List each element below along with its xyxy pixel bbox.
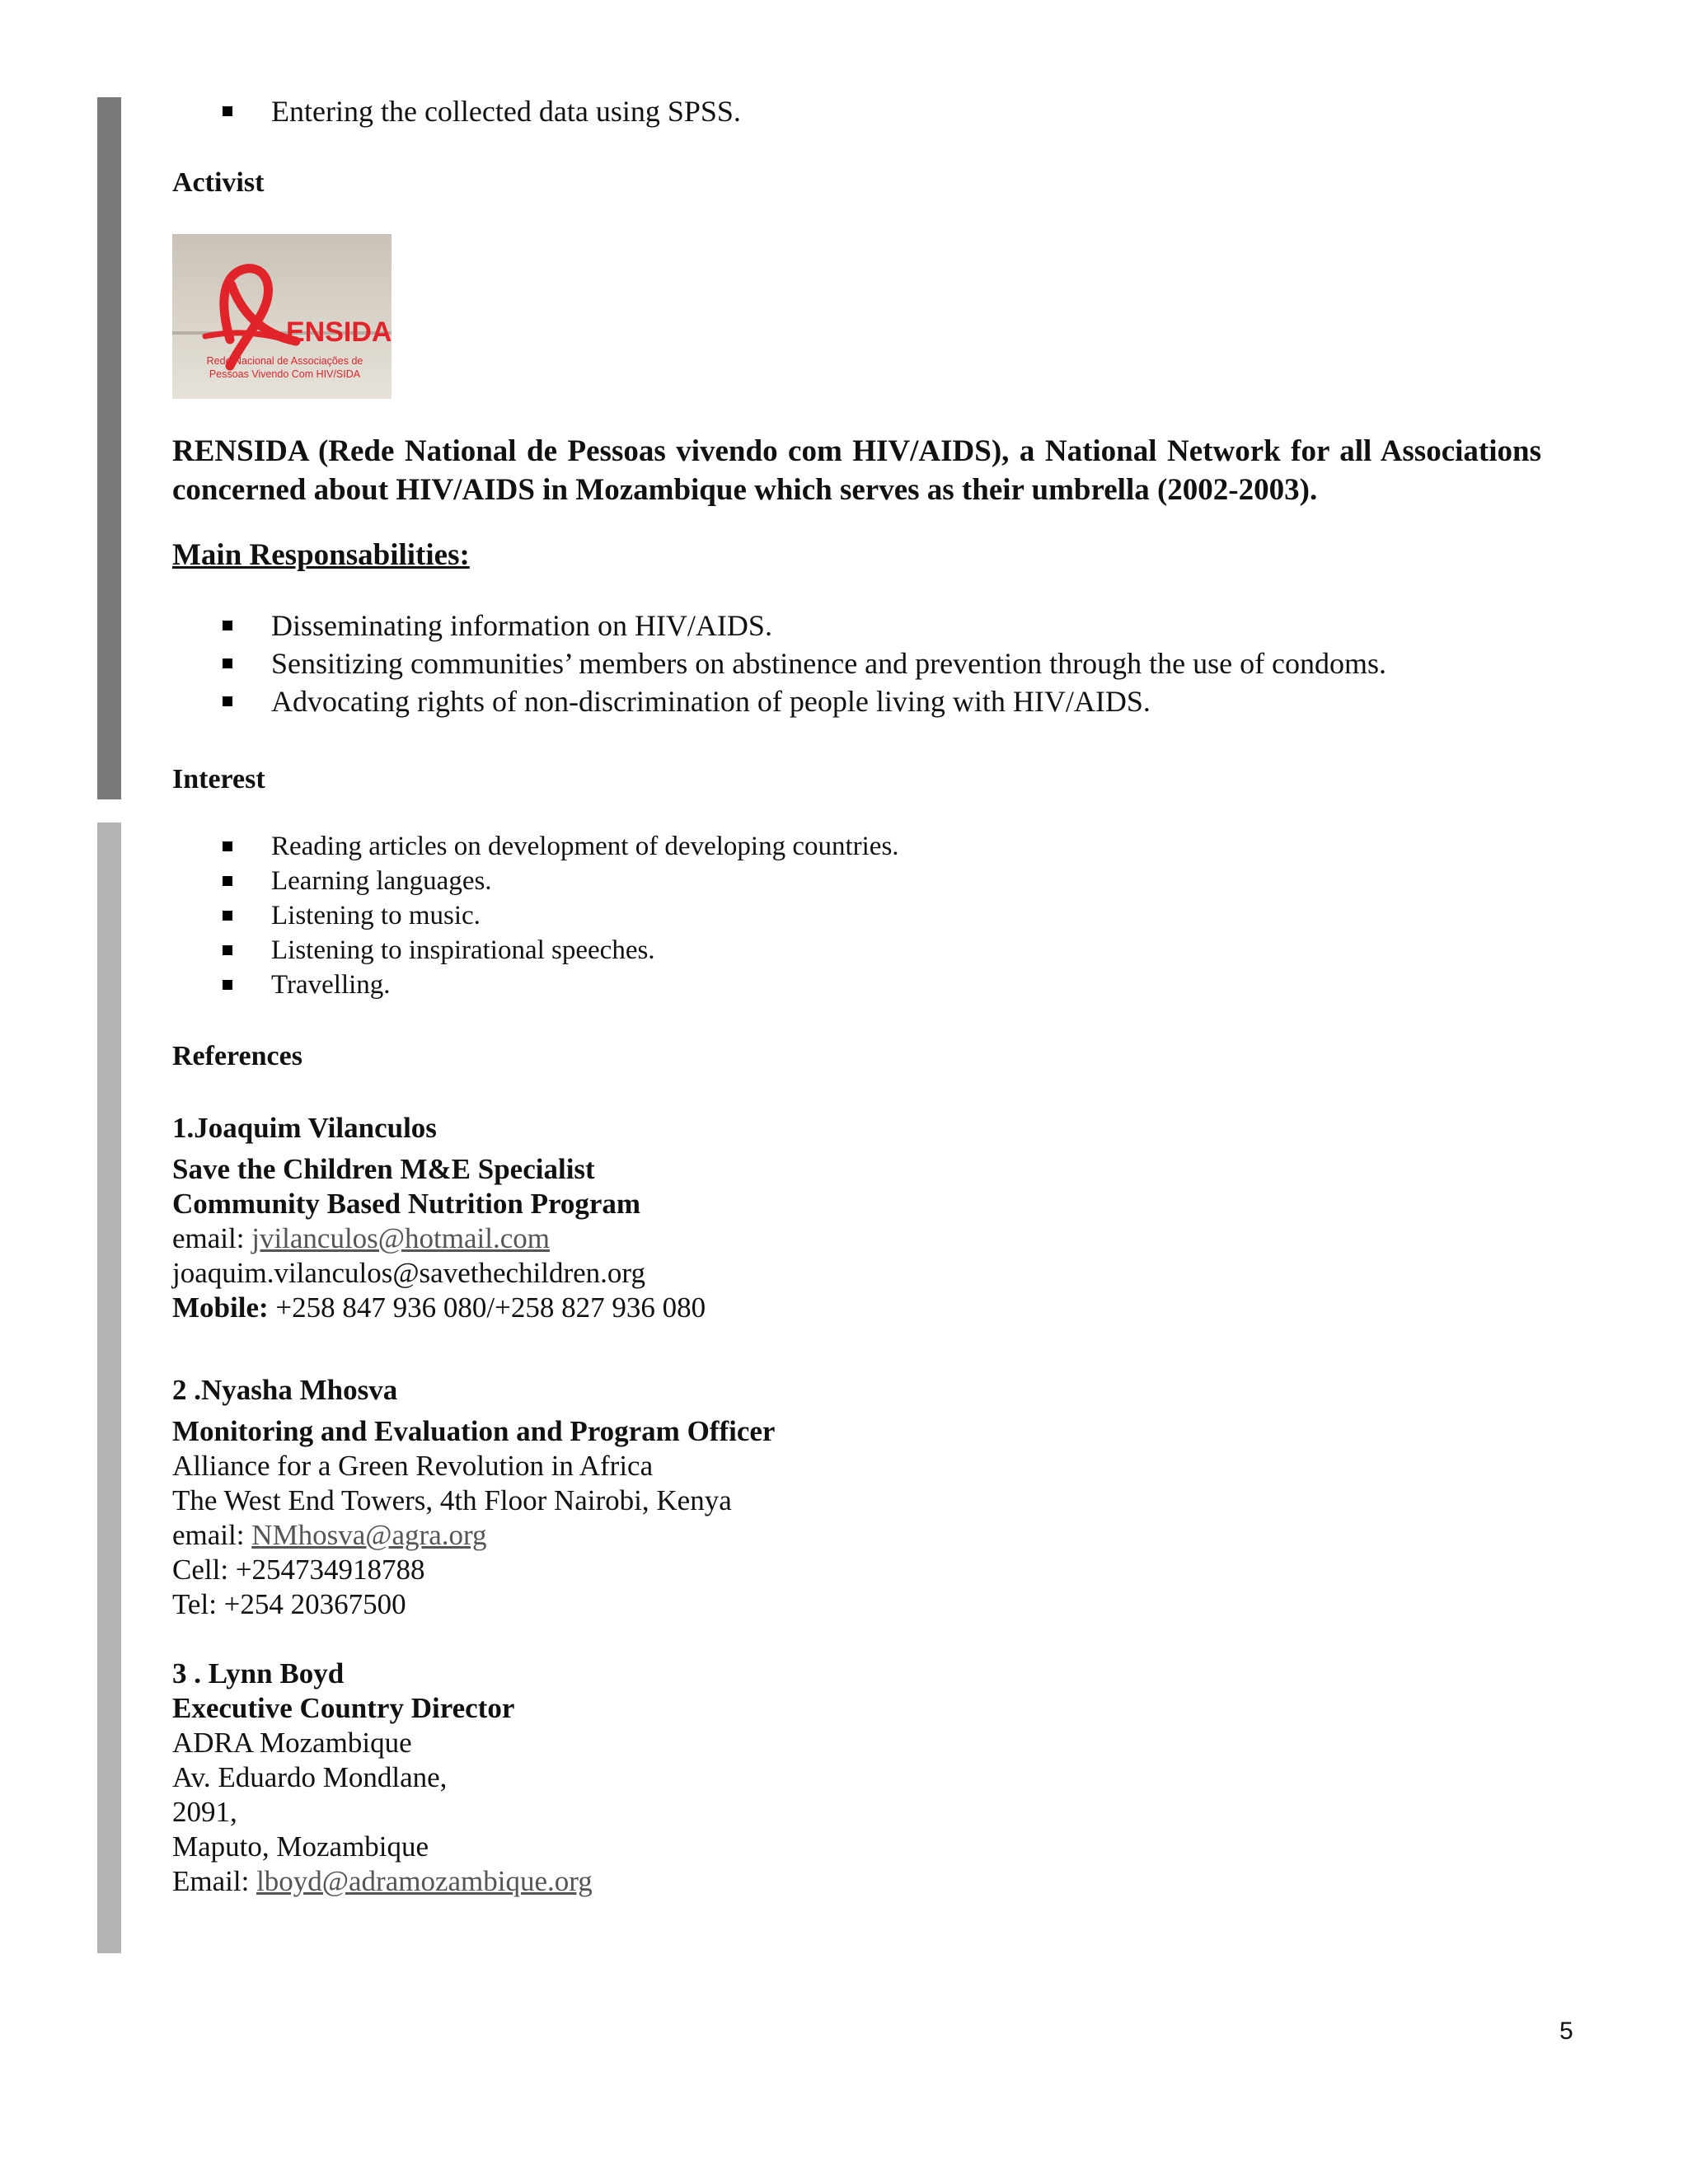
responsibilities-list — [172, 607, 1541, 720]
list-item: Sensitizing communities’ members on abstinence and prevention through the use of condoms. — [172, 644, 1541, 682]
list-item: Advocating rights of non-discrimination of people living with HIV/AIDS. — [172, 682, 1541, 720]
email-label: Email: — [172, 1865, 250, 1897]
interest-list — [172, 829, 1541, 1002]
logo-word: ENSIDA — [286, 316, 392, 348]
top-bullet-list — [172, 92, 1541, 130]
reference-email-line — [172, 1518, 1541, 1553]
logo-subtitle: Rede Nacional de Associações de Pessoas Vivendo Com HIV/SIDA — [206, 355, 363, 380]
reference-name: 2 .Nyasha Mhosva — [172, 1374, 398, 1406]
email-link[interactable]: NMhosva@agra.org — [251, 1519, 487, 1551]
reference-address: Av. Eduardo Mondlane, — [172, 1761, 448, 1793]
left-margin-bar-top — [97, 97, 121, 799]
list-item: Listening to inspirational speeches. — [172, 933, 1541, 968]
reference-tel: Tel: +254 20367500 — [172, 1588, 406, 1620]
email-label: email: — [172, 1519, 245, 1551]
list-item: Listening to music. — [172, 898, 1541, 933]
reference-3 — [172, 1657, 1541, 1899]
reference-address: 2091, — [172, 1796, 237, 1828]
reference-title: Monitoring and Evaluation and Program Officer — [172, 1415, 776, 1447]
list-item: Reading articles on development of developing countries. — [172, 829, 1541, 864]
interest-heading: Interest — [172, 764, 265, 794]
rensida-logo — [172, 234, 392, 399]
list-item: Disseminating information on HIV/AIDS. — [172, 607, 1541, 644]
reference-title: Executive Country Director — [172, 1692, 515, 1724]
page-number: 5 — [1559, 2018, 1573, 2045]
email-link[interactable]: lboyd@adramozambique.org — [256, 1865, 593, 1897]
reference-address: Maputo, Mozambique — [172, 1830, 429, 1863]
reference-name: 1.Joaquim Vilanculos — [172, 1112, 437, 1144]
email-label: email: — [172, 1222, 245, 1254]
reference-email-2: joaquim.vilanculos@savethechildren.org — [172, 1257, 645, 1289]
reference-name: 3 . Lynn Boyd — [172, 1657, 345, 1690]
reference-cell: Cell: +254734918788 — [172, 1554, 425, 1586]
reference-2 — [172, 1373, 1541, 1622]
list-item: Entering the collected data using SPSS. — [172, 92, 1541, 130]
mobile-label: Mobile: — [172, 1291, 269, 1324]
reference-email-line — [172, 1864, 1541, 1899]
reference-mobile-line — [172, 1291, 1541, 1325]
mobile-number: +258 847 936 080/+258 827 936 080 — [275, 1291, 706, 1324]
references-heading: References — [172, 1041, 302, 1071]
responsibilities-title: Main Responsabilities: — [172, 538, 470, 572]
reference-email-line — [172, 1221, 1541, 1256]
list-item: Travelling. — [172, 968, 1541, 1002]
reference-org: Alliance for a Green Revolution in Africa — [172, 1450, 654, 1482]
reference-program: Community Based Nutrition Program — [172, 1188, 641, 1220]
reference-title: Save the Children M&E Specialist — [172, 1153, 595, 1185]
email-link[interactable]: jvilanculos@hotmail.com — [251, 1222, 550, 1254]
organization-description: RENSIDA (Rede National de Pessoas vivendo com HIV/AIDS), a National Network for all Associations concerned about HIV/AIDS in Mozambique which serves as their umbrella (2002-2003). — [172, 434, 1541, 507]
reference-org: ADRA Mozambique — [172, 1727, 412, 1759]
reference-address: The West End Towers, 4th Floor Nairobi, Kenya — [172, 1484, 732, 1516]
left-margin-bar-bottom — [97, 823, 121, 1953]
page-content — [172, 92, 1541, 1899]
list-item: Learning languages. — [172, 864, 1541, 898]
activist-heading: Activist — [172, 167, 265, 198]
reference-1 — [172, 1111, 1541, 1325]
